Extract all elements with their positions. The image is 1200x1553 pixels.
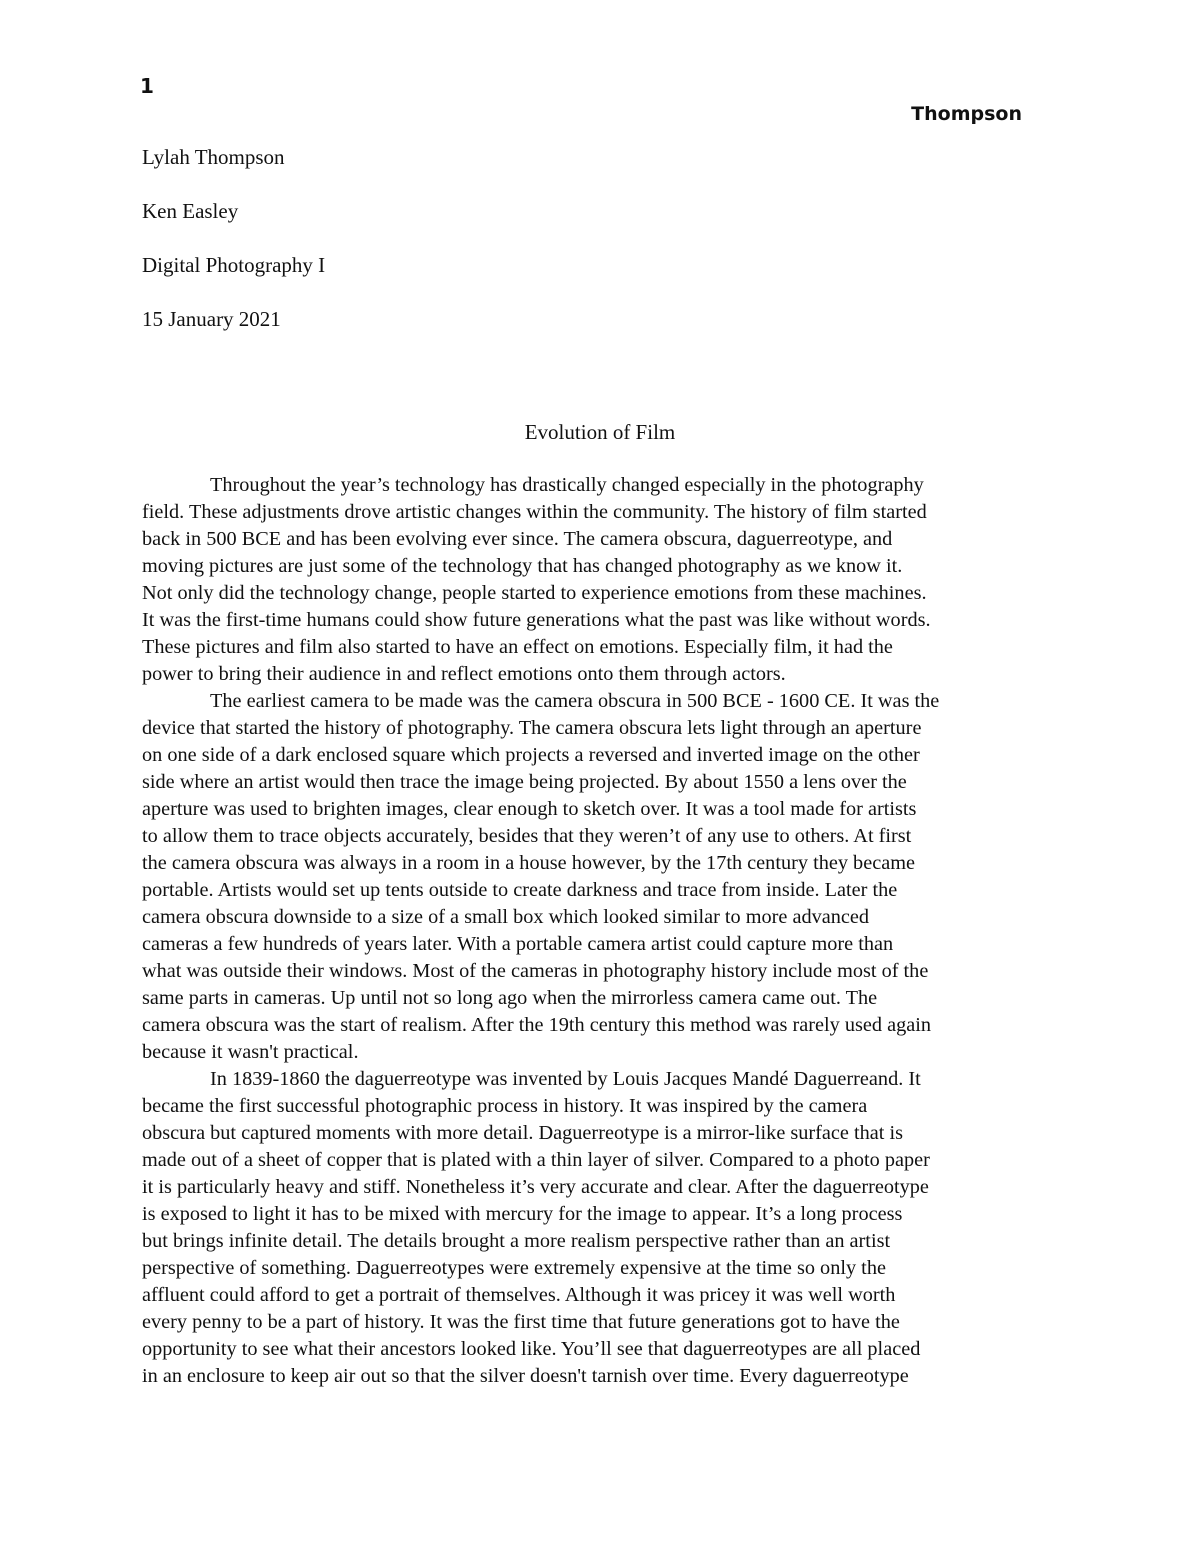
paragraph-line: it is particularly heavy and stiff. Nonetheless it’s very accurate and clear. After the daguerreotype [142,1176,929,1198]
body-paragraph [142,472,1058,688]
paragraph-line: moving pictures are just some of the technology that has changed photography as we know it. [142,555,903,577]
paragraph-line: Throughout the year’s technology has drastically changed especially in the photography [210,474,924,496]
paragraph-line: camera obscura downside to a size of a small box which looked similar to more advanced [142,906,870,928]
paragraph-line: made out of a sheet of copper that is plated with a thin layer of silver. Compared to a photo paper [142,1149,930,1171]
paragraph-line: on one side of a dark enclosed square which projects a reversed and inverted image on the other [142,744,920,766]
paragraph-line: aperture was used to brighten images, clear enough to sketch over. It was a tool made for artists [142,798,917,820]
paragraph-line: portable. Artists would set up tents outside to create darkness and trace from inside. Later the [142,879,898,901]
paragraph-line: is exposed to light it has to be mixed with mercury for the image to appear. It’s a long process [142,1203,903,1225]
paragraph-line: same parts in cameras. Up until not so long ago when the mirrorless camera came out. The [142,987,878,1009]
paragraph-line: field. These adjustments drove artistic changes within the community. The history of film started [142,501,927,523]
paragraph-line: back in 500 BCE and has been evolving ever since. The camera obscura, daguerreotype, and [142,528,893,550]
paragraph-line: power to bring their audience in and reflect emotions onto them through actors. [142,663,786,685]
paragraph-line: It was the first-time humans could show future generations what the past was like without words. [142,609,931,631]
paragraph-line: affluent could afford to get a portrait of themselves. Although it was pricey it was well worth [142,1284,896,1306]
paragraph-line: what was outside their windows. Most of the cameras in photography history include most of the [142,960,929,982]
paragraph-line: camera obscura was the start of realism. After the 19th century this method was rarely used again [142,1014,932,1036]
paragraph-line: side where an artist would then trace the image being projected. By about 1550 a lens over the [142,771,907,793]
body-paragraph [142,688,1058,1066]
essay-title: Evolution of Film [524,420,676,444]
paragraph-line: in an enclosure to keep air out so that the silver doesn't tarnish over time. Every daguerreotype [142,1365,909,1387]
paragraph-line: Not only did the technology change, people started to experience emotions from these machines. [142,582,927,604]
mla-heading [142,142,325,358]
paragraph-line: became the first successful photographic process in history. It was inspired by the camera [142,1095,868,1117]
paragraph-line: to allow them to trace objects accurately, besides that they weren’t of any use to others. At first [142,825,912,847]
paragraph-line: In 1839-1860 the daguerreotype was invented by Louis Jacques Mandé Daguerreand. It [210,1068,921,1090]
paragraph-line: but brings infinite detail. The details brought a more realism perspective rather than an artist [142,1230,891,1252]
paragraph-line: The earliest camera to be made was the camera obscura in 500 BCE - 1600 CE. It was the [210,690,940,712]
paragraph-line: the camera obscura was always in a room in a house however, by the 17th century they became [142,852,915,874]
instructor-name: Ken Easley [142,199,239,223]
paragraph-line: perspective of something. Daguerreotypes were extremely expensive at the time so only the [142,1257,886,1279]
paragraph-line: These pictures and film also started to have an effect on emotions. Especially film, it had the [142,636,893,658]
paragraph-line: because it wasn't practical. [142,1041,359,1063]
page-number: 1 [140,74,154,98]
essay-body [142,472,1058,1390]
paragraph-line: cameras a few hundreds of years later. With a portable camera artist could capture more than [142,933,894,955]
student-name: Lylah Thompson [142,145,285,169]
paragraph-line: opportunity to see what their ancestors looked like. You’ll see that daguerreotypes are all placed [142,1338,921,1360]
body-paragraph [142,1066,1058,1390]
paragraph-line: every penny to be a part of history. It was the first time that future generations got to have the [142,1311,900,1333]
essay-date: 15 January 2021 [142,307,281,331]
running-head: Thompson [911,103,1022,125]
course-name: Digital Photography I [142,253,326,277]
paragraph-line: obscura but captured moments with more detail. Daguerreotype is a mirror-like surface that is [142,1122,904,1144]
paragraph-line: device that started the history of photography. The camera obscura lets light through an aperture [142,717,922,739]
